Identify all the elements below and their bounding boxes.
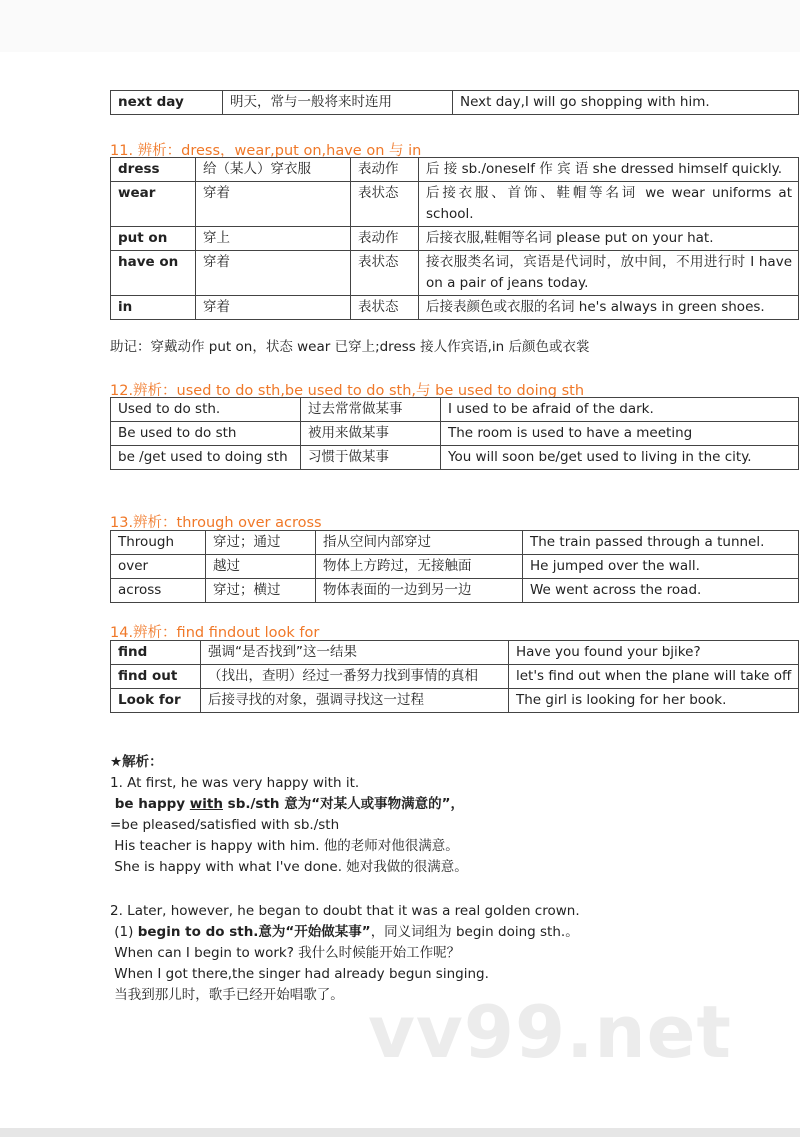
term-cell: have on [111,251,196,296]
page-top-margin [0,0,800,52]
term-cell: find [111,641,201,665]
table-cell: 强调“是否找到”这一结果 [201,641,509,665]
term-cell: Be used to do sth [111,422,301,446]
analysis-line: When I got there,the singer had already begun singing. [110,966,489,982]
table-cell: 表动作 [351,227,419,251]
text: ，同义词组为 begin doing sth.。 [370,924,579,940]
table-cell: 表状态 [351,296,419,320]
section-12-table [110,397,799,470]
table-cell: 表状态 [351,182,419,227]
term-cell: across [111,579,206,603]
table-cell: 穿着 [196,296,351,320]
section-13-heading: 13.辨析：through over across [110,515,322,531]
section-11-table [110,157,799,320]
analysis-line: His teacher is happy with him. 他的老师对他很满意。 [110,838,459,854]
table-row [111,665,799,689]
table-row [111,579,799,603]
next-day-table [110,90,799,115]
table-row [111,182,799,227]
table-cell: The girl is looking for her book. [509,689,799,713]
table-cell: 后接衣服、首饰、鞋帽等名词 we wear uniforms at school. [419,182,799,227]
table-cell: 过去常常做某事 [301,398,441,422]
table-cell: 明天，常与一般将来时连用 [223,91,453,115]
section-13-table [110,530,799,603]
term-cell: Look for [111,689,201,713]
table-cell: We went across the road. [523,579,799,603]
table-cell: 习惯于做某事 [301,446,441,470]
table-cell: 穿上 [196,227,351,251]
table-row [111,251,799,296]
analysis-line: When can I begin to work? 我什么时候能开始工作呢？ [110,945,461,961]
table-cell: 后接表颜色或衣服的名词 he's always in green shoes. [419,296,799,320]
watermark: vv99.net [368,990,732,1074]
table-row [111,398,799,422]
table-cell: 穿着 [196,182,351,227]
analysis-line: 2. Later, however, he began to doubt that it was a real golden crown. [110,903,580,919]
term-cell: in [111,296,196,320]
underlined-text: with [189,796,223,812]
table-cell: 穿过；横过 [206,579,316,603]
analysis-line: She is happy with what I've done. 她对我做的很满意。 [110,859,468,875]
table-cell: （找出，查明）经过一番努力找到事情的真相 [201,665,509,689]
text: sb./sth 意为“对某人或事物满意的”， [222,796,464,812]
section-11-heading: 11. 辨析：dress，wear,put on,have on 与 in [110,143,422,159]
section-11-mnemonic: 助记：穿戴动作 put on，状态 wear 已穿上;dress 接人作宾语,in 后颜色或衣裳 [110,339,590,355]
table-cell: 物体上方跨过，无接触面 [316,555,523,579]
table-cell: 后 接 sb./oneself 作 宾 语 she dressed himself quickly. [419,158,799,182]
table-cell: let's find out when the plane will take off [509,665,799,689]
table-row [111,227,799,251]
table-cell: 被用来做某事 [301,422,441,446]
term-cell: Used to do sth. [111,398,301,422]
table-cell: The train passed through a tunnel. [523,531,799,555]
table-row [111,91,799,115]
table-cell: 给（某人）穿衣服 [196,158,351,182]
table-cell: 后接寻找的对象，强调寻找这一过程 [201,689,509,713]
table-row [111,422,799,446]
page-bottom-edge [0,1128,800,1137]
table-cell: Have you found your bjike? [509,641,799,665]
table-cell: 后接衣服,鞋帽等名词 please put on your hat. [419,227,799,251]
term-cell: wear [111,182,196,227]
table-cell: 穿着 [196,251,351,296]
table-cell: 指从空间内部穿过 [316,531,523,555]
table-row [111,296,799,320]
table-cell: Next day,I will go shopping with him. [453,91,799,115]
table-cell: 接衣服类名词，宾语是代词时，放中间，不用进行时 I have on a pair of jeans today. [419,251,799,296]
analysis-title: ★解析： [110,754,163,770]
bold-text: begin to do sth.意为“开始做某事” [137,924,371,940]
table-cell: 穿过；通过 [206,531,316,555]
analysis-line: =be pleased/satisfied with sb./sth [110,817,340,833]
term-cell: be /get used to doing sth [111,446,301,470]
term-cell: Through [111,531,206,555]
analysis-line [110,794,464,815]
section-14-heading: 14.辨析：find findout look for [110,625,320,641]
term-cell: next day [111,91,223,115]
term-cell: dress [111,158,196,182]
text: be happy [110,796,190,812]
analysis-line [110,922,579,943]
analysis-line: 1. At first, he was very happy with it. [110,775,360,791]
table-cell: 表动作 [351,158,419,182]
section-12-heading: 12.辨析：used to do sth,be used to do sth,与 be used to doing sth [110,383,585,399]
table-row [111,158,799,182]
table-row [111,531,799,555]
table-cell: You will soon be/get used to living in the city. [441,446,799,470]
table-cell: 物体表面的一边到另一边 [316,579,523,603]
term-cell: put on [111,227,196,251]
table-cell: 越过 [206,555,316,579]
table-row [111,446,799,470]
text: (1) [110,924,138,940]
term-cell: find out [111,665,201,689]
table-cell: He jumped over the wall. [523,555,799,579]
table-row [111,641,799,665]
section-14-table [110,640,799,713]
table-row [111,555,799,579]
analysis-line: 当我到那儿时，歌手已经开始唱歌了。 [110,987,344,1003]
table-cell: 表状态 [351,251,419,296]
table-cell: I used to be afraid of the dark. [441,398,799,422]
table-row [111,689,799,713]
table-cell: The room is used to have a meeting [441,422,799,446]
term-cell: over [111,555,206,579]
